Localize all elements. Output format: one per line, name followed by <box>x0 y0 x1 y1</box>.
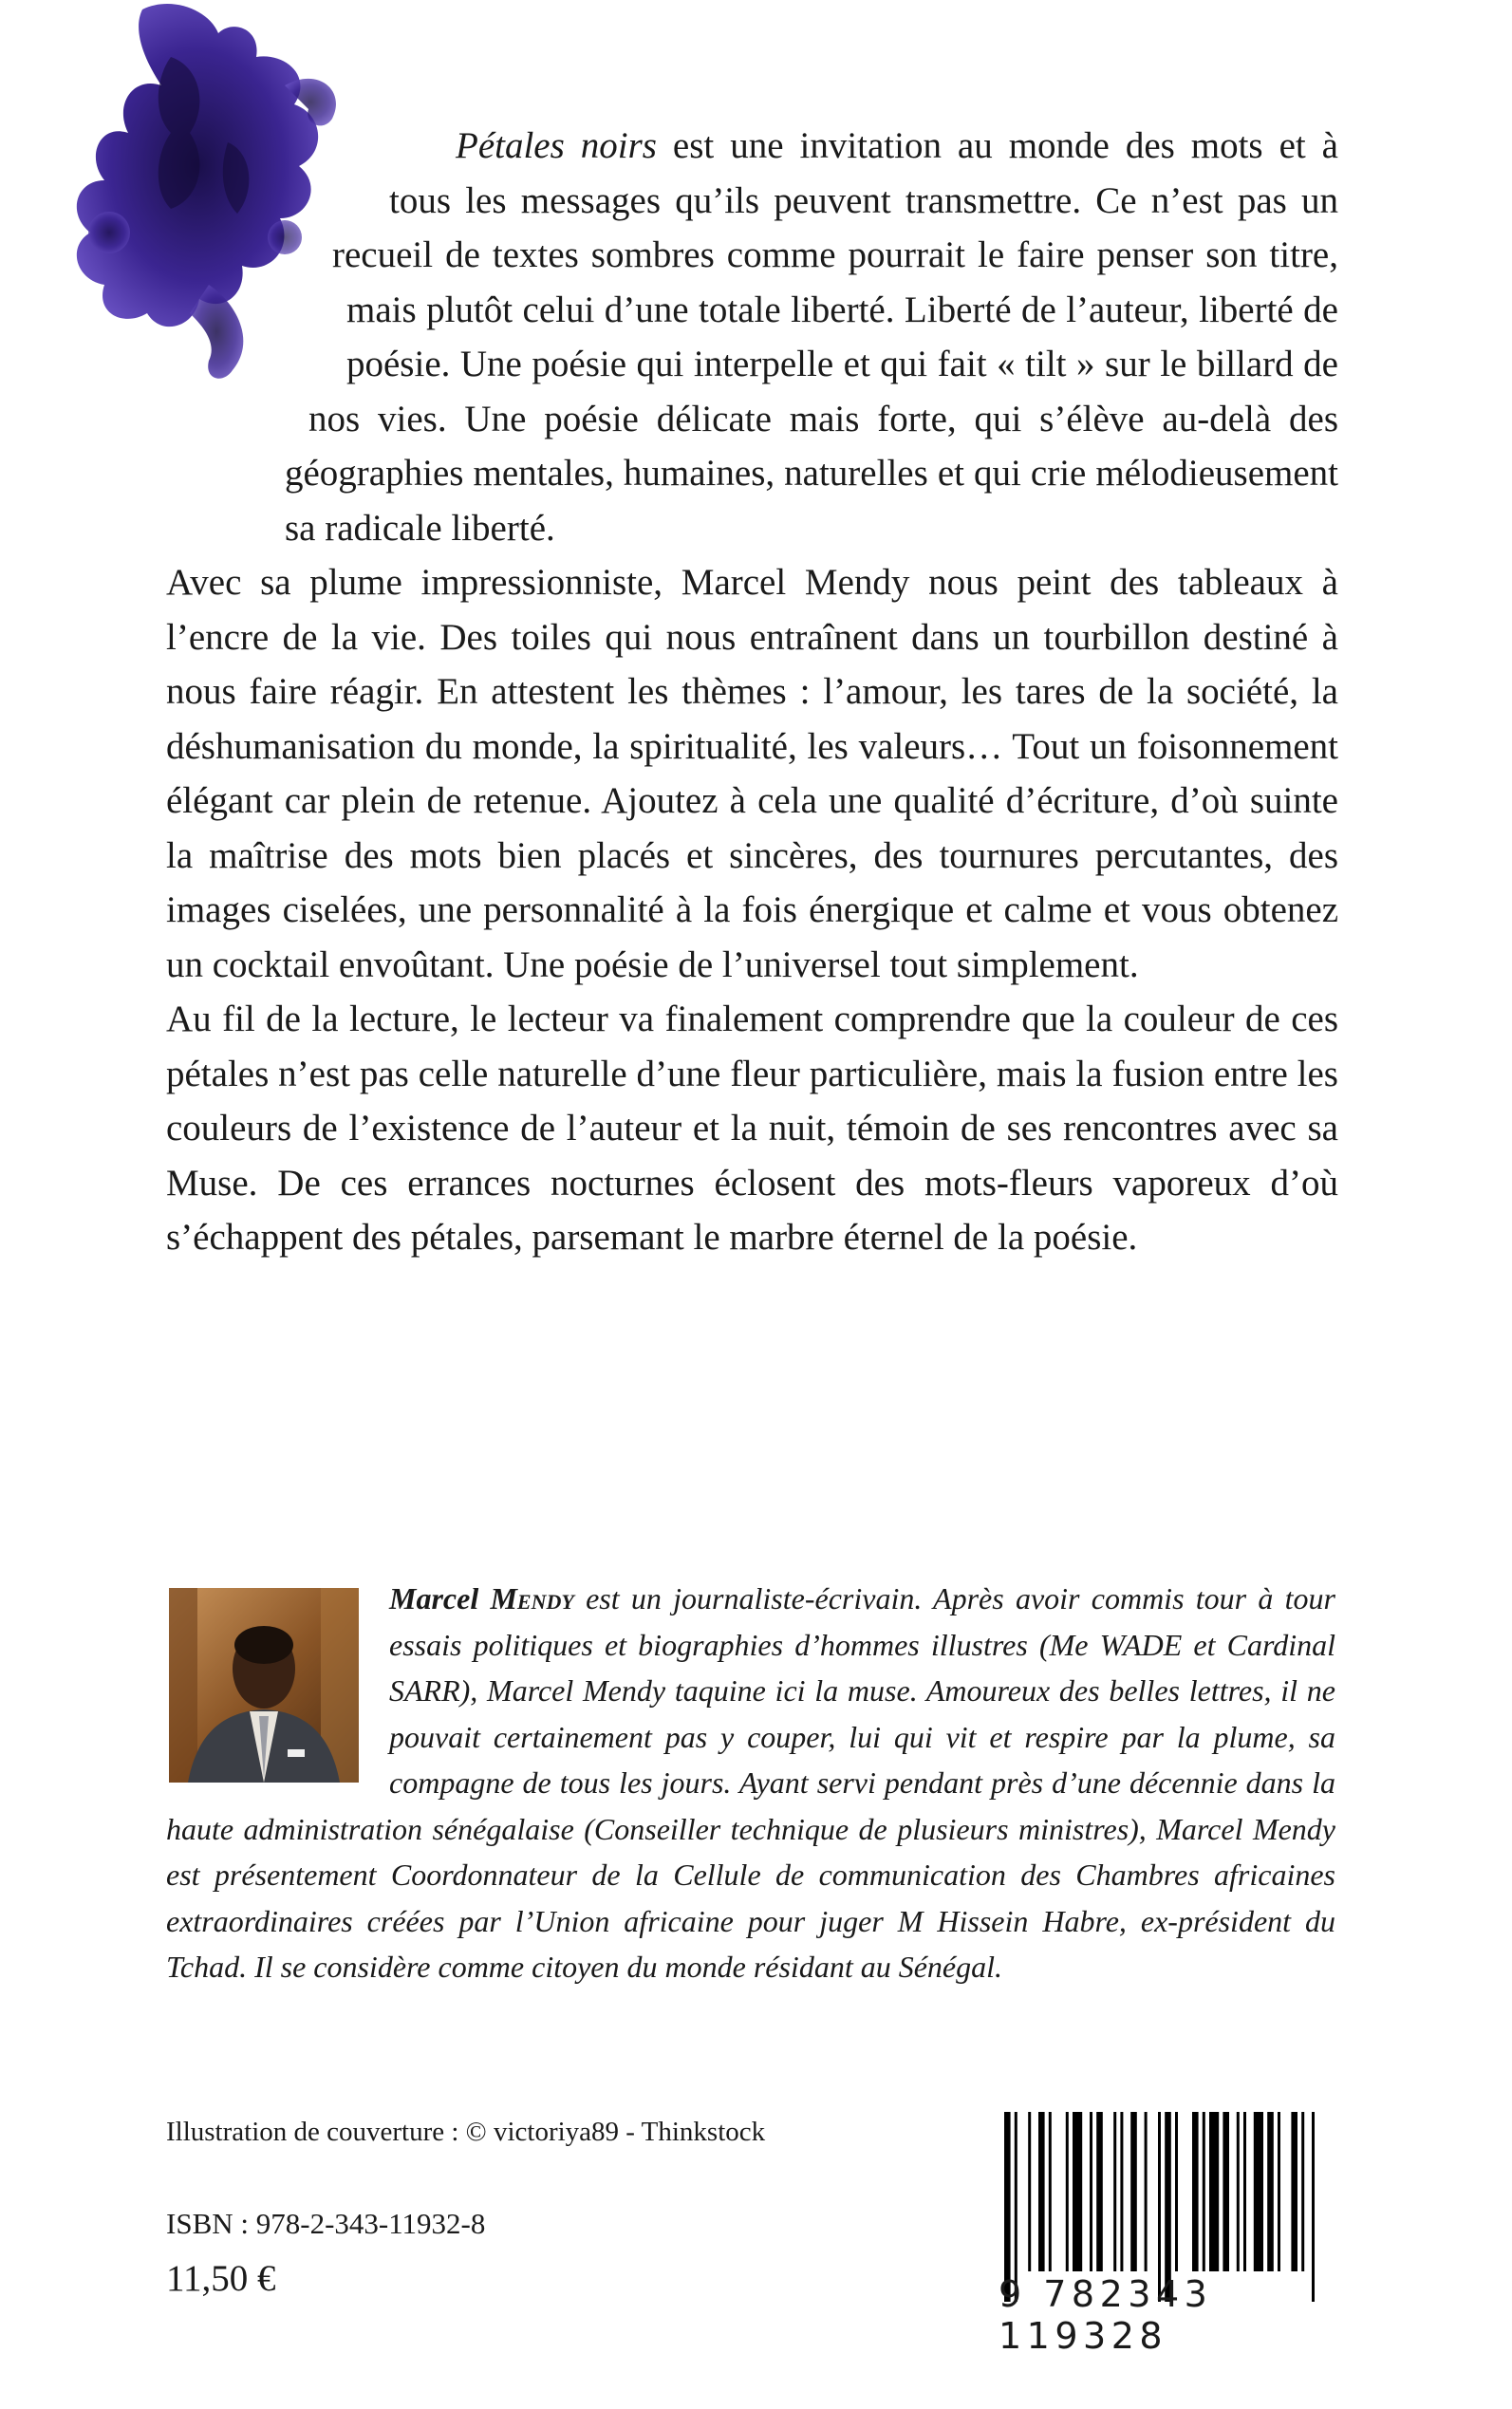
barcode-bar <box>1073 2112 1082 2271</box>
barcode-bar <box>1291 2112 1297 2271</box>
book-title: Pétales noirs <box>456 125 657 166</box>
barcode-bar <box>1049 2112 1052 2271</box>
barcode-bar <box>1243 2112 1246 2271</box>
price: 11,50 € <box>166 2258 276 2299</box>
barcode-bar <box>1066 2112 1069 2271</box>
barcode-bar <box>1038 2112 1045 2271</box>
author-name: Marcel Mendy <box>389 1581 574 1615</box>
barcode-bar <box>1267 2112 1274 2271</box>
barcode-bar <box>1223 2112 1229 2271</box>
barcode-bar <box>1130 2112 1137 2271</box>
barcode-bar <box>1278 2112 1280 2271</box>
cover-illustration-credit: Illustration de couverture : © victoriya89 - Thinkstock <box>166 2117 766 2147</box>
barcode-bar <box>1090 2112 1092 2271</box>
barcode-bar <box>1113 2112 1116 2271</box>
barcode-bar <box>1096 2112 1103 2271</box>
blurb-paragraph-2: Avec sa plume impressionniste, Marcel Mendy nous peint des tableaux à l’encre de la vie. Des toiles qui nous entraînent dans un tourbillon destiné à nous faire réagir. En attestent les thèmes : l’amour, les tares de la société, la déshumanisation du monde, la spiritualité, les valeurs… Tout un foisonnement élégant car plein de retenue. Ajoutez à cela une qualité d’écriture, d’où suinte la maîtrise des mots bien placés et sincères, des tournures percutantes, des images ciselées, une personnalité à la fois énergique et calme et vous obtenez un cocktail envoûtant. Une poésie de l’universel tout simplement. <box>166 562 1338 985</box>
barcode-bar <box>1203 2112 1205 2271</box>
barcode-bar <box>1028 2112 1031 2271</box>
barcode-bar <box>1209 2112 1219 2271</box>
back-cover-blurb <box>166 119 1338 1265</box>
blurb-paragraph-1: Pétales noirs est une invitation au monde des mots et à tous les messages qu’ils peuvent transmettre. Ce n’est pas un recueil de textes sombres comme pourrait le faire penser son titre, mais plutôt celui d’une totale liberté. Liberté de l’auteur, liberté de poésie. Une poésie qui interpelle et qui fait « tilt » sur le billard de nos vies. Une poésie délicate mais forte, qui s’élève au-delà des géographies mentales, humaines, naturelles et qui crie mélodieusement sa radicale liberté. <box>285 125 1338 549</box>
author-biography: Marcel Mendy est un journaliste-écrivain. Après avoir commis tour à tour essais politiques et biographies d’hommes illustres (Me WADE et Cardinal SARR), Marcel Mendy taquine ici la muse. Amoureux des belles lettres, il ne pouvait certainement pas y couper, lui qui vit et respire par la plume, sa compagne de tous les jours. Ayant servi pendant près d’une décennie dans la haute administration sénégalaise (Conseiller technique de plusieurs ministres), Marcel Mendy est présentement Coordonnateur de la Cellule de communication des Chambres africaines extraordinaires créées par l’Union africaine pour juger M Hissein Habre, ex-président du Tchad. Il se considère comme citoyen du monde résidant au Sénégal. <box>166 1581 1335 1984</box>
barcode-bar <box>1254 2112 1263 2271</box>
barcode-bar <box>1120 2112 1123 2271</box>
barcode-bar <box>1175 2112 1178 2271</box>
blurb-paragraph-3: Au fil de la lecture, le lecteur va finalement comprendre que la couleur de ces pétales n’est pas celle naturelle d’une fleur particulière, mais la fusion entre les couleurs de l’existence de l’auteur et la nuit, témoin de ses rencontres avec sa Muse. De ces errances nocturnes éclosent des mots-fleurs vaporeux d’où s’échappent des pétales, parsemant le marbre éternel de la poésie. <box>166 999 1338 1258</box>
barcode-bar <box>1192 2112 1199 2271</box>
isbn: ISBN : 978-2-343-11932-8 <box>166 2207 486 2240</box>
barcode-digits: 9 782343 119328 <box>999 2273 1213 2357</box>
barcode-bar <box>1145 2112 1148 2271</box>
barcode-bar <box>1237 2112 1240 2271</box>
barcode-bar <box>1301 2112 1304 2271</box>
